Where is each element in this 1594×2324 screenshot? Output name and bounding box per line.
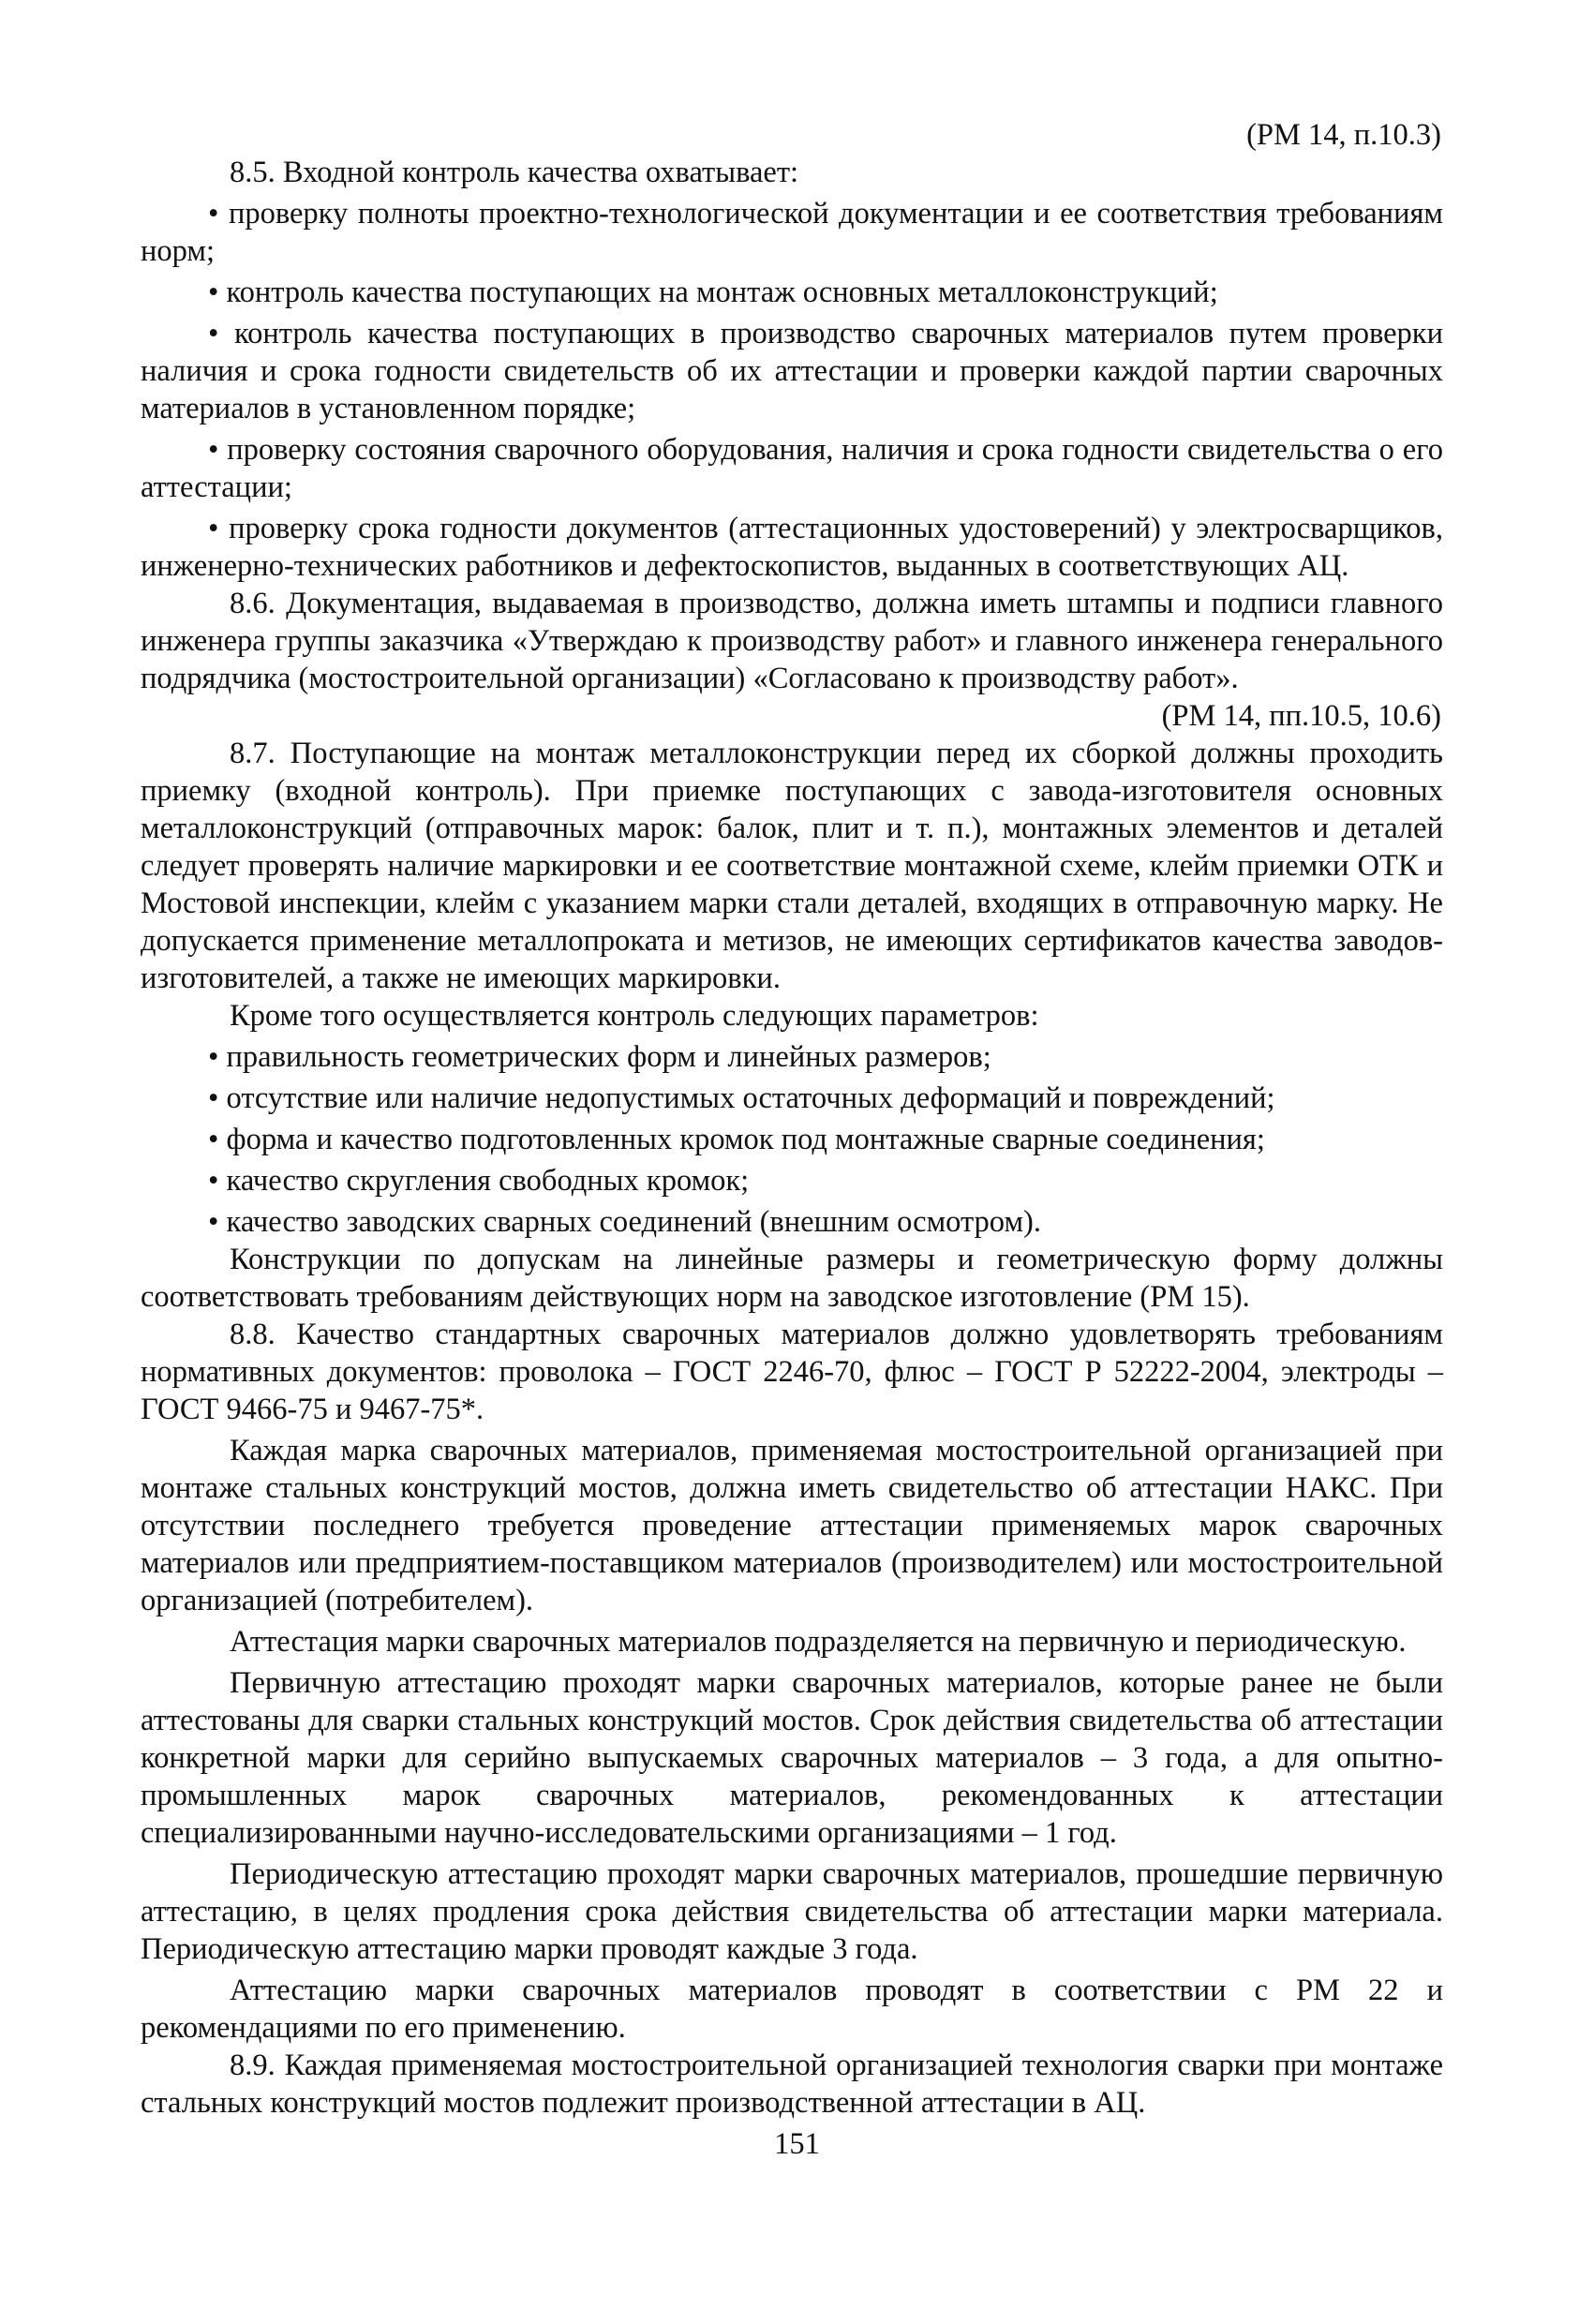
bullet-item: • качество заводских сварных соединений (внешним осмотром). [141, 1203, 1443, 1241]
bullet-item: • правильность геометрических форм и линейных размеров; [141, 1038, 1443, 1076]
section-8-9: 8.9. Каждая применяемая мостостроительной организацией технология сварки при монтаже стальных конструкций мостов подлежит производственной аттестации в АЦ. [141, 2048, 1443, 2120]
bullet-item: • контроль качества поступающих в производство сварочных материалов путем проверки наличия и срока годности свидетельств об их аттестации и проверки каждой партии сварочных материалов в установленном порядке; [141, 315, 1443, 427]
bullet-item: • проверку полноты проектно-технологической документации и ее соответствия требованиям норм; [141, 195, 1443, 270]
bullet-item: • проверку срока годности документов (аттестационных удостоверений) у электросварщиков, инженерно-технических работников и дефектоскопистов, выданных в соответствующих АЦ. [141, 510, 1443, 585]
section-8-8-naks: Каждая марка сварочных материалов, применяемая мостостроительной организацией при монтаже стальных конструкций мостов, должна иметь свидетельство об аттестации НАКС. При отсутствии последнего требуется проведение аттестации применяемых марок сварочных материалов или предприятием-поставщиком материалов (производителем) или мостостроительной организацией (потребителем). [141, 1434, 1443, 1617]
document-page [141, 116, 1443, 2290]
section-8-7-tolerances: Конструкции по допускам на линейные размеры и геометрическую форму должны соответствовать требованиям действующих норм на заводское изготовление (РМ 15). [141, 1243, 1443, 1314]
bullet-item: • отсутствие или наличие недопустимых остаточных деформаций и повреждений; [141, 1080, 1443, 1117]
bullet-item: • проверку состояния сварочного оборудования, наличия и срока годности свидетельства о его аттестации; [141, 431, 1443, 506]
bullet-item: • контроль качества поступающих на монтаж основных металлоконструкций; [141, 274, 1443, 311]
bullet-item: • форма и качество подготовленных кромок под монтажные сварные соединения; [141, 1121, 1443, 1158]
section-8-8: 8.8. Качество стандартных сварочных материалов должно удовлетворять требованиям нормативных документов: проволока – ГОСТ 2246-70, флюс – ГОСТ Р 52222-2004, электроды – ГОСТ 9466-75 и 9467-75*. [141, 1318, 1443, 1426]
section-8-7-parameters-intro: Кроме того осуществляется контроль следующих параметров: [230, 999, 1039, 1033]
section-8-8-periodic-attestation: Периодическую аттестацию проходят марки сварочных материалов, прошедшие первичную аттестацию, в целях продления срока действия свидетельства об аттестации марки материала. Периодическую аттестацию марки проводят каждые 3 года. [141, 1857, 1443, 1966]
section-8-8-attestation-types: Аттестация марки сварочных материалов подразделяется на первичную и периодическую. [230, 1625, 1407, 1659]
section-8-6: 8.6. Документация, выдаваемая в производство, должна иметь штампы и подписи главного инженера группы заказчика «Утверждаю к производству работ» и главного инженера генерального подрядчика (мостостроительной организации) «Согласовано к производству работ». [141, 587, 1443, 695]
section-8-7: 8.7. Поступающие на монтаж металлоконструкции перед их сборкой должны проходить приемку (входной контроль). При приемке поступающих с завода-изготовителя основных металлоконструкций (отправочных марок: балок, плит и т. п.), монтажных элементов и деталей следует проверять наличие маркировки и ее соответствие монтажной схеме, клейм приемки ОТК и Мостовой инспекции, клейм с указанием марки стали деталей, входящих в отправочную марку. Не допускается применение металлопроката и метизов, не имеющих сертификатов качества заводов-изготовителей, а также не имеющих маркировки. [141, 737, 1443, 995]
reference-rm14-10-5-10-6: (РМ 14, пп.10.5, 10.6) [1161, 699, 1441, 733]
section-8-5-heading: 8.5. Входной контроль качества охватывает: [230, 156, 799, 189]
section-8-8-primary-attestation: Первичную аттестацию проходят марки сварочных материалов, которые ранее не были аттестованы для сварки стальных конструкций мостов. Срок действия свидетельства об аттестации конкретной марки для серийно выпускаемых сварочных материалов – 3 года, а для опытно-промышленных марок сварочных материалов, рекомендованных к аттестации специализированными научно-исследовательскими организациями – 1 год. [141, 1666, 1443, 1850]
section-8-8-attestation-rules: Аттестацию марки сварочных материалов проводят в соответствии с РМ 22 и рекомендациями по его применению. [141, 1974, 1443, 2045]
reference-rm14-10-3: (РМ 14, п.10.3) [1246, 118, 1441, 152]
page-number: 151 [774, 2127, 820, 2161]
bullet-item: • качество скругления свободных кромок; [141, 1162, 1443, 1199]
